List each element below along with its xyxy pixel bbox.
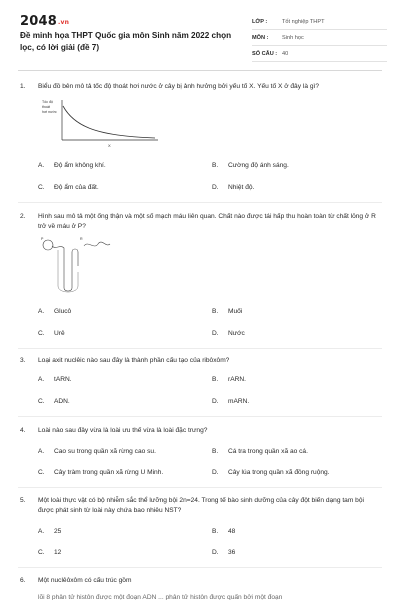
option-c[interactable]: C. Cây tràm trong quần xã rừng U Minh. bbox=[38, 469, 164, 476]
tubule-path bbox=[52, 246, 78, 291]
meta-label: MÔN : bbox=[252, 34, 269, 41]
question-text: Một nuclêôxôm có cấu trúc gồm bbox=[38, 577, 132, 584]
option-d[interactable]: D. Nước bbox=[212, 330, 245, 337]
option-c[interactable]: C. Urê bbox=[38, 330, 65, 337]
option-d[interactable]: D. Cây lúa trong quần xã đồng ruộng. bbox=[212, 469, 330, 476]
question-text: Một loài thực vật có bộ nhiễm sắc thể lưỡng bội 2n=24. Trong tế bào sinh dưỡng của cây đột biến dạng tam bội được phát sinh từ loài này chứa bao nhiêu NST? bbox=[38, 497, 364, 514]
question-text: Hình sau mô tả một ống thận và một số mạch máu liên quan. Chất nào được tái hấp thu hoàn toàn từ chất lỏng ở R trở về máu ở P? bbox=[38, 213, 376, 230]
option-a[interactable]: A. Glucô bbox=[38, 308, 72, 315]
meta-label: SỐ CÂU : bbox=[252, 50, 278, 57]
option-b[interactable]: B. Muối bbox=[212, 308, 243, 315]
chart-ylabel-line2: thoát bbox=[42, 105, 50, 109]
chart-ylabel-line1: Tốc độ bbox=[42, 100, 53, 104]
option-c[interactable]: C. Độ ẩm của đất. bbox=[38, 184, 99, 191]
glomerulus-shape bbox=[43, 240, 53, 250]
chart-curve bbox=[63, 106, 155, 138]
option-b[interactable]: B. 48 bbox=[212, 528, 236, 535]
option-d[interactable]: D. 36 bbox=[212, 549, 236, 556]
question-separator bbox=[18, 487, 382, 488]
question-number: 5. bbox=[20, 497, 26, 504]
question-separator bbox=[18, 416, 382, 417]
question-number: 3. bbox=[20, 357, 26, 364]
option-a[interactable]: A. tARN. bbox=[38, 376, 72, 383]
meta-row-count bbox=[252, 46, 387, 62]
partial-option-line: lõi 8 phân tử histôn được một đoạn ADN ... phân tử histôn được quấn bởi một đoạn bbox=[38, 594, 283, 600]
meta-value: Tốt nghiệp THPT bbox=[282, 18, 325, 25]
vessel-branch bbox=[84, 242, 110, 246]
option-a[interactable]: A. 25 bbox=[38, 528, 62, 535]
meta-row-class bbox=[252, 14, 387, 30]
option-d[interactable]: D. Nhiệt độ. bbox=[212, 184, 255, 191]
question-text: Loài nào sau đây vừa là loài ưu thế vừa là loài đặc trưng? bbox=[38, 427, 208, 434]
chart-xlabel: X bbox=[108, 143, 111, 148]
option-b[interactable]: B. Cường độ ánh sáng. bbox=[212, 162, 289, 169]
question-text: Loại axit nuclêic nào sau đây là thành phần cấu tạo của ribôxôm? bbox=[38, 357, 230, 364]
question-text: Biểu đồ bên mô tả tốc độ thoát hơi nước ở cây bị ảnh hưởng bởi yếu tố X. Yếu tố X ở đây là gì? bbox=[38, 83, 319, 90]
site-logo[interactable]: 2048.vn bbox=[20, 14, 70, 29]
chart-svg bbox=[40, 98, 160, 148]
nephron-figure bbox=[38, 236, 118, 296]
question-number: 1. bbox=[20, 83, 26, 90]
nephron-svg bbox=[38, 236, 118, 296]
option-b[interactable]: B. Cá tra trong quần xã ao cá. bbox=[212, 448, 308, 455]
chart-ylabel-line3: hơi nước bbox=[42, 110, 57, 114]
option-d[interactable]: D. mARN. bbox=[212, 398, 250, 405]
question-separator bbox=[18, 567, 382, 568]
label-p: P bbox=[41, 237, 44, 241]
option-a[interactable]: A. Cao su trong quần xã rừng cao su. bbox=[38, 448, 156, 455]
header bbox=[0, 0, 400, 72]
question-number: 2. bbox=[20, 213, 26, 220]
transpiration-chart bbox=[40, 98, 160, 148]
label-r: R bbox=[80, 237, 83, 241]
option-c[interactable]: C. 12 bbox=[38, 549, 62, 556]
option-a[interactable]: A. Độ ẩm không khí. bbox=[38, 162, 106, 169]
vessel-path bbox=[58, 250, 78, 292]
meta-row-subject bbox=[252, 30, 387, 46]
question-separator bbox=[18, 202, 382, 203]
header-divider bbox=[18, 70, 382, 71]
meta-table bbox=[252, 14, 387, 62]
meta-value: Sinh học bbox=[282, 34, 304, 41]
question-number: 4. bbox=[20, 427, 26, 434]
option-b[interactable]: B. rARN. bbox=[212, 376, 246, 383]
question-separator bbox=[18, 348, 382, 349]
question-number: 6. bbox=[20, 577, 26, 584]
option-c[interactable]: C. ADN. bbox=[38, 398, 70, 405]
meta-label: LỚP : bbox=[252, 18, 268, 25]
document-title: Đề minh họa THPT Quốc gia môn Sinh năm 2022 chọn lọc, có lời giải (đề 7) bbox=[20, 31, 232, 52]
meta-value: 40 bbox=[282, 50, 289, 57]
